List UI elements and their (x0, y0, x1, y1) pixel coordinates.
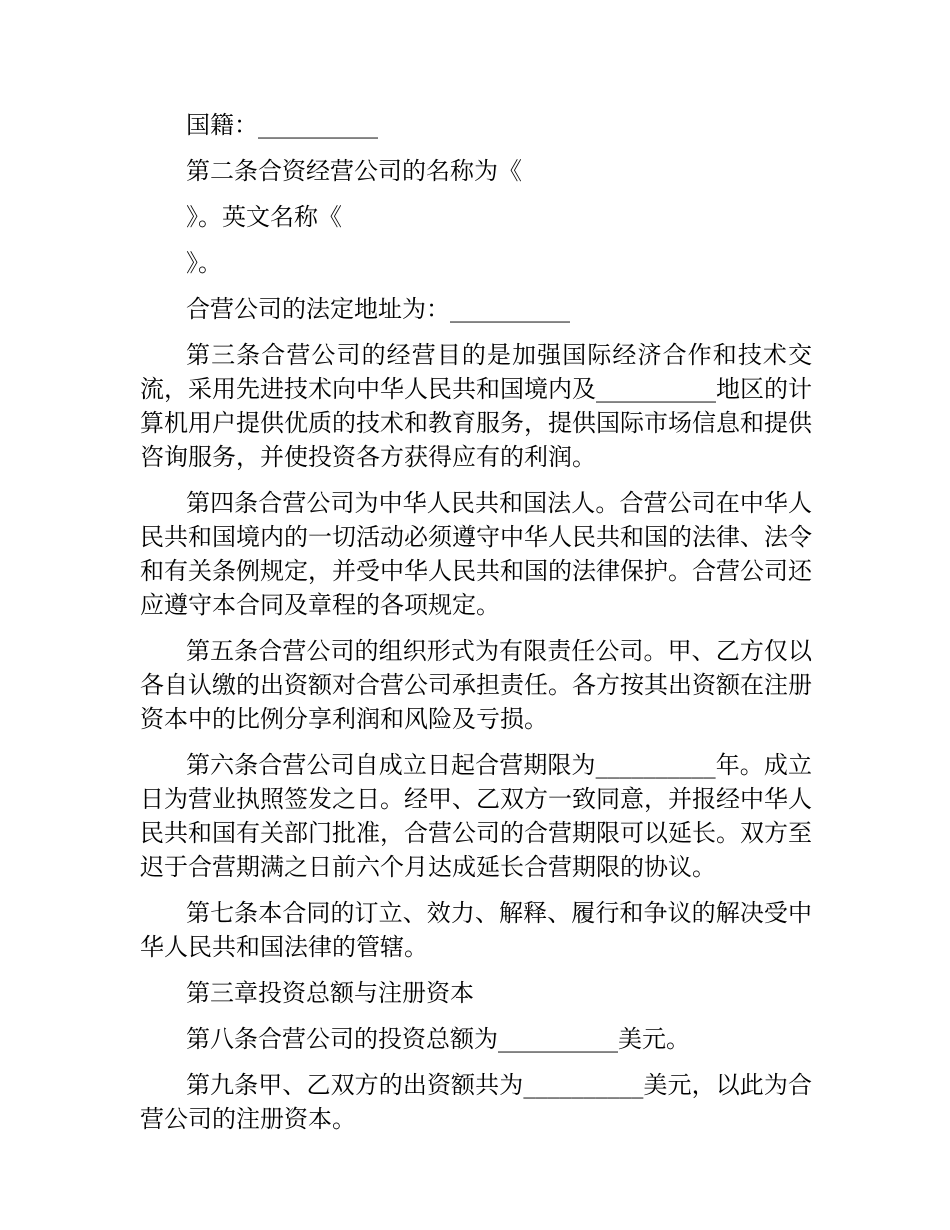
document-body (140, 108, 812, 1148)
paragraph-article-3: 第三条合营公司的经营目的是加强国际经济合作和技术交流，采用先进技术向中华人民共和国境内及__________地区的计算机用户提供优质的技术和教育服务，提供国际市场信息和提供咨询服务，并使投资各方获得应有的利润。 (140, 341, 812, 471)
chapter-heading-3: 第三章投资总额与注册资本 (186, 979, 474, 1007)
paragraph-name-close: 》。 (186, 249, 222, 277)
paragraph-article-6: 第六条合营公司自成立日起合营期限为__________年。成立日为营业执照签发之日。经甲、乙双方一致同意，并报经中华人民共和国有关部门批准，合营公司的合营期限可以延长。双方至迟于合营期满之日前六个月达成延长合营期限的协议。 (140, 751, 812, 881)
paragraph-article-9: 第九条甲、乙双方的出资额共为__________美元，以此为合营公司的注册资本。 (140, 1071, 812, 1133)
paragraph-english-name: 》。英文名称《 (186, 203, 342, 231)
paragraph-article-4: 第四条合营公司为中华人民共和国法人。合营公司在中华人民共和国境内的一切活动必须遵守中华人民共和国的法律、法令和有关条例规定，并受中华人民共和国的法律保护。合营公司还应遵守本合同及章程的各项规定。 (140, 489, 812, 619)
paragraph-article-8: 第八条合营公司的投资总额为__________美元。 (186, 1025, 690, 1053)
paragraph-nationality: 国籍：__________ (186, 111, 378, 139)
paragraph-article-2-name: 第二条合资经营公司的名称为《 (186, 157, 522, 185)
paragraph-legal-address: 合营公司的法定地址为：__________ (186, 295, 570, 323)
paragraph-article-5: 第五条合营公司的组织形式为有限责任公司。甲、乙方仅以各自认缴的出资额对合营公司承担责任。各方按其出资额在注册资本中的比例分享利润和风险及亏损。 (140, 637, 812, 733)
paragraph-article-7: 第七条本合同的订立、效力、解释、履行和争议的解决受中华人民共和国法律的管辖。 (140, 899, 812, 961)
